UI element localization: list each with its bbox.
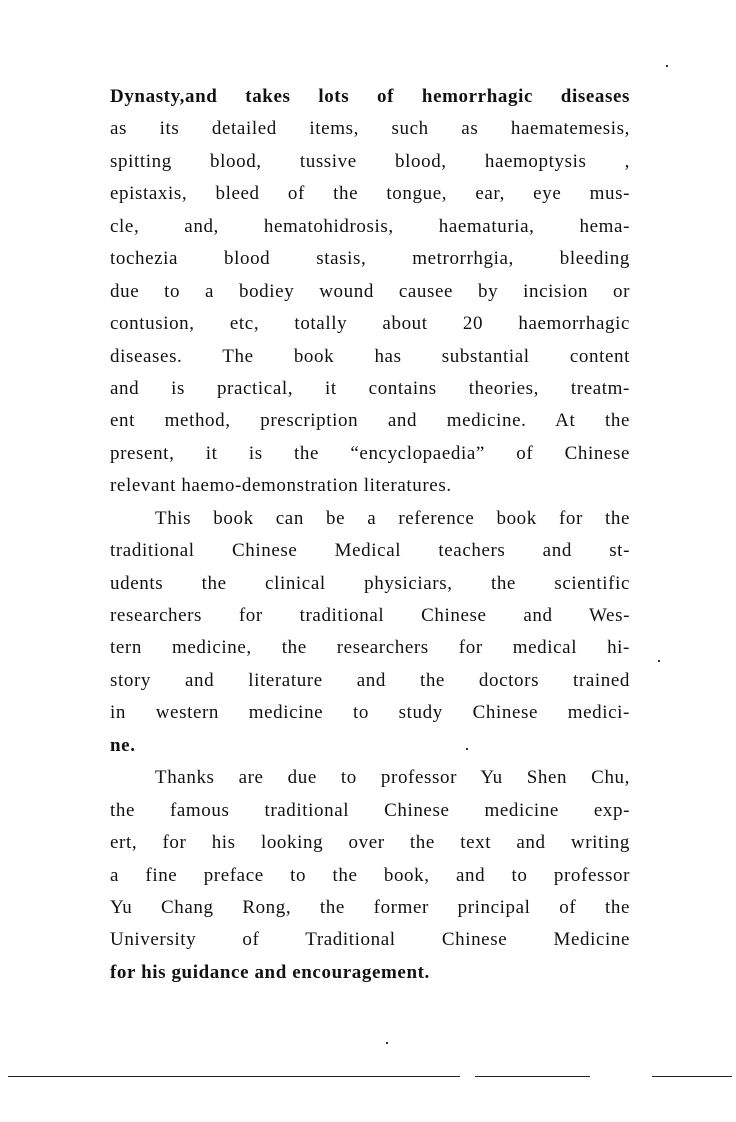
scan-speck [386,1042,388,1044]
text-line: Thanks are due to professor Yu Shen Chu, [155,767,630,789]
text-line: ne. [110,734,136,756]
page-bottom-rule [8,1076,460,1077]
text-line: udents the clinical physiciars, the scientific [110,572,630,594]
text-line: tochezia blood stasis, metrorrhgia, bleeding [110,248,630,270]
text-line: the famous traditional Chinese medicine exp- [110,799,630,821]
text-line: epistaxis, bleed of the tongue, ear, eye mus- [110,183,630,205]
page-bottom-rule [475,1076,590,1077]
text-line: diseases. The book has substantial content [110,345,630,367]
text-line: story and literature and the doctors trained [110,669,630,691]
text-line: a fine preface to the book, and to professor [110,864,630,886]
text-line: ert, for his looking over the text and writing [110,832,630,854]
text-line: for his guidance and encouragement. [110,961,430,983]
text-line: tern medicine, the researchers for medical hi- [110,637,630,659]
text-line: Dynasty,and takes lots of hemorrhagic diseases [110,86,630,107]
text-line: and is practical, it contains theories, treatm- [110,377,630,399]
scan-speck [466,748,468,750]
text-line: traditional Chinese Medical teachers and st- [110,540,630,562]
text-line: ent method, prescription and medicine. At the [110,410,630,432]
text-line: Yu Chang Rong, the former principal of the [110,896,630,918]
text-line: contusion, etc, totally about 20 haemorrhagic [110,313,630,335]
text-line: University of Traditional Chinese Medicine [110,929,630,951]
scan-speck [666,65,668,67]
paragraph-1 [110,81,630,503]
paragraph-2 [110,503,630,763]
document-body [110,81,630,989]
text-line: due to a bodiey wound causee by incision or [110,280,630,302]
text-line: as its detailed items, such as haematemesis, [110,118,630,140]
page-bottom-rule [652,1076,732,1077]
text-line: cle, and, hematohidrosis, haematuria, hema- [110,215,630,237]
text-line: relevant haemo-demonstration literatures. [110,475,452,497]
paragraph-3 [110,762,630,989]
text-line: present, it is the “encyclopaedia” of Chinese [110,442,630,464]
text-line: This book can be a reference book for the [155,507,630,529]
text-line: spitting blood, tussive blood, haemoptysis , [110,150,630,172]
scan-speck [658,660,660,662]
text-line: in western medicine to study Chinese medici- [110,702,630,724]
text-line: researchers for traditional Chinese and Wes- [110,605,630,626]
